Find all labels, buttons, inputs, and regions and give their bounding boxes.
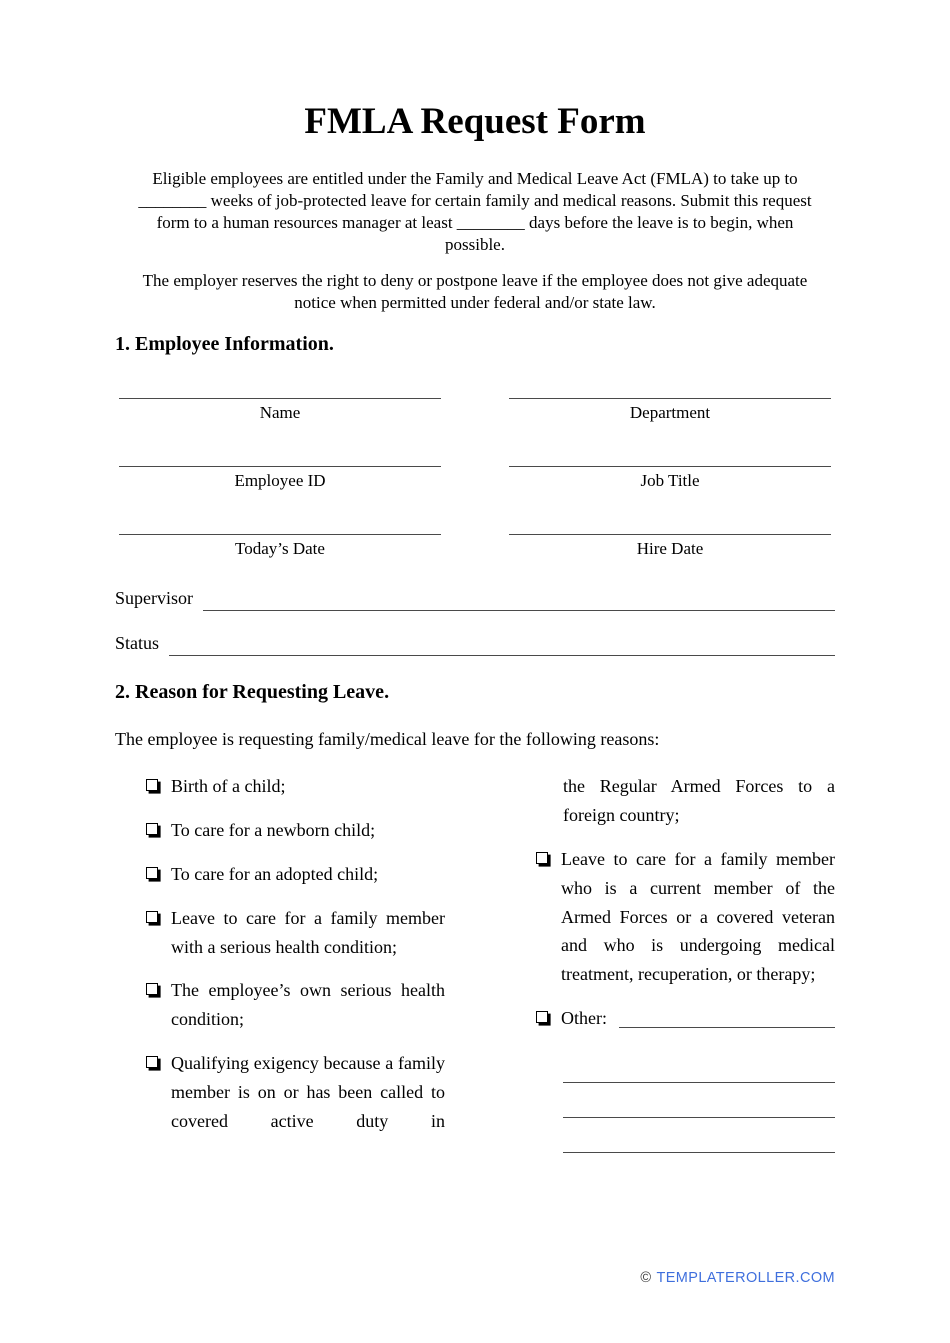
reason-item-continuation: the Regular Armed Forces to a foreign country; (563, 776, 835, 826)
checkbox-icon[interactable] (146, 867, 158, 879)
supervisor-write-line[interactable] (203, 586, 835, 611)
supervisor-field (115, 586, 835, 611)
employee-id-field-label: Employee ID (234, 470, 326, 490)
section1-heading: 1. Employee Information. (115, 332, 334, 355)
job-title-write-line[interactable] (509, 433, 831, 467)
job-title-field (509, 433, 831, 492)
other-extra-write-line[interactable] (563, 1083, 835, 1118)
reason-item-label: Birth of a child; (171, 776, 286, 797)
todays-date-field-label: Today’s Date (235, 538, 325, 558)
hire-date-field (509, 501, 831, 560)
department-field (509, 365, 831, 424)
reason-item-label: Qualifying exigency because a family member is on or has been called to covered active duty in (171, 1052, 445, 1131)
page-title: FMLA Request Form (304, 101, 646, 142)
reason-item-birth (145, 772, 445, 801)
reason-item-label: Leave to care for a family member who is a current member of the Armed Forces or a covered veteran and who is undergoing medical treatment, recuperation, or therapy; (561, 848, 835, 985)
checkbox-icon[interactable] (536, 1011, 548, 1023)
reason-item-label: Leave to care for a family member with a serious health condition; (171, 907, 445, 957)
other-label: Other: (561, 1007, 607, 1028)
section2-heading: 2. Reason for Requesting Leave. (115, 680, 390, 703)
checkbox-icon[interactable] (146, 911, 158, 923)
reason-item-other-row (561, 1004, 835, 1033)
department-field-label: Department (629, 402, 711, 422)
reasons-column-right (535, 772, 835, 1152)
page-footer (640, 1270, 835, 1286)
reasons-columns (145, 772, 835, 1152)
templateroller-link[interactable]: TEMPLATEROLLER.COM (656, 1270, 835, 1286)
reason-item-adopted (145, 860, 445, 889)
job-title-field-label: Job Title (640, 470, 700, 490)
reason-item-label: To care for an adopted child; (171, 863, 379, 884)
hire-date-field-label: Hire Date (636, 538, 704, 558)
reasons-lead-paragraph: The employee is requesting family/medical leave for the following reasons: (115, 728, 660, 749)
checkbox-icon[interactable] (146, 983, 158, 995)
other-write-line[interactable] (619, 1004, 835, 1028)
other-extra-write-line[interactable] (563, 1048, 835, 1083)
checkbox-icon[interactable] (146, 779, 158, 791)
todays-date-write-line[interactable] (119, 501, 441, 535)
reason-item-own-health (145, 976, 445, 1034)
reason-item-family-health (145, 904, 445, 962)
status-write-line[interactable] (169, 631, 835, 656)
status-field (115, 631, 835, 656)
reason-item-qualifying-exigency (145, 1049, 445, 1135)
name-field-label: Name (259, 402, 301, 422)
reason-item-newborn (145, 816, 445, 845)
employee-info-grid (119, 365, 831, 560)
notice-paragraph: The employer reserves the right to deny or postpone leave if the employee does not give adequate notice when permitted under federal and/or state law. (142, 271, 808, 313)
todays-date-field (119, 501, 441, 560)
reasons-column-left (145, 772, 445, 1152)
checkbox-icon[interactable] (536, 852, 548, 864)
name-field (119, 365, 441, 424)
checkbox-icon[interactable] (146, 823, 158, 835)
other-extra-write-line[interactable] (563, 1118, 835, 1153)
hire-date-write-line[interactable] (509, 501, 831, 535)
status-label: Status (115, 632, 160, 653)
supervisor-label: Supervisor (115, 587, 193, 608)
reason-item-other (535, 1004, 835, 1033)
employee-id-field (119, 433, 441, 492)
reason-item-label: The employee’s own serious health condition; (171, 980, 445, 1030)
reason-item-label: To care for a newborn child; (171, 820, 376, 841)
copyright-icon: © (640, 1270, 652, 1286)
reason-item-armed-forces-member (535, 845, 835, 989)
intro-paragraph: Eligible employees are entitled under the Family and Medical Leave Act (FMLA) to take up to ________ weeks of job-protected leave for certain family and medical reasons. Submit this request form to a human resources manager at least ________ days before the leave is to begin, when possible. (138, 169, 812, 254)
checkbox-icon[interactable] (146, 1056, 158, 1068)
name-write-line[interactable] (119, 365, 441, 399)
employee-id-write-line[interactable] (119, 433, 441, 467)
department-write-line[interactable] (509, 365, 831, 399)
